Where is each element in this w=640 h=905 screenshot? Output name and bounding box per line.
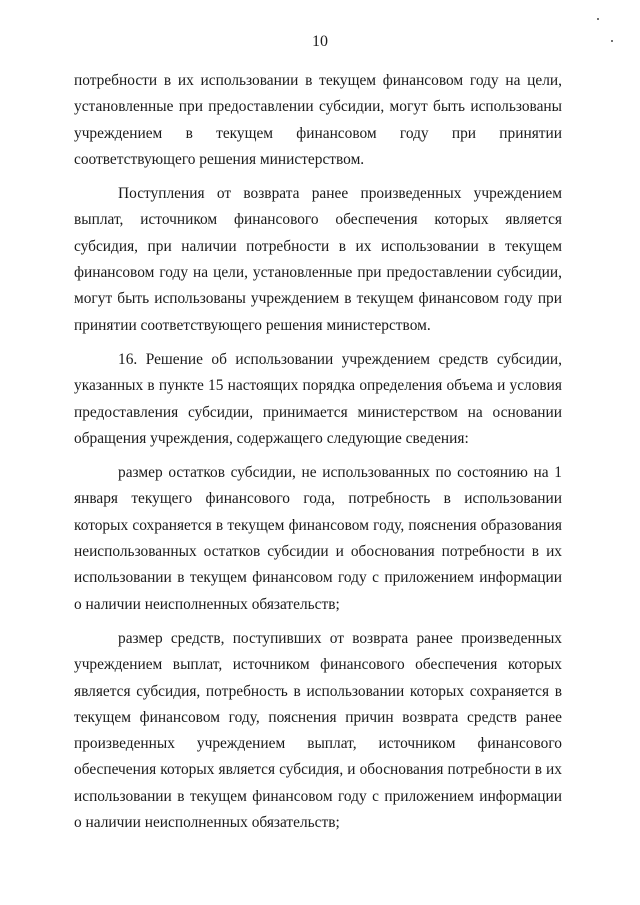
paragraph-continuation: потребности в их использовании в текущем финансовом году на цели, установленные при предоставлении субсидии, могут быть использованы учреждением в текущем финансовом году при принятии соответствующего решения министерством.: [74, 72, 562, 168]
page-number: 10: [312, 33, 328, 50]
paragraph-remaining-subsidy: размер остатков субсидии, не использованных по состоянию на 1 января текущего финансового года, потребность в использовании которых сохраняется в текущем финансовом году, пояснения образования неиспользованных остатков субсидии и обоснования потребности в их использовании в текущем финансовом году с приложением информации о наличии неисполненных обязательств;: [74, 464, 562, 613]
document-body: [74, 68, 562, 844]
scan-speck: [597, 18, 599, 20]
paragraph-refund-receipts: Поступления от возврата ранее произведенных учреждением выплат, источником финансового обеспечения которых является субсидия, при наличии потребности в их использовании в текущем финансовом году на цели, установленные при предоставлении субсидии, могут быть использованы учреждением в текущем финансовом году при принятии соответствующего решения министерством.: [74, 185, 562, 334]
paragraph-refunded-funds: размер средств, поступивших от возврата ранее произведенных учреждением выплат, источником финансового обеспечения которых является субсидия, потребность в использовании которых сохраняется в текущем финансовом году, пояснения причин возврата средств ранее произведенных учреждением выплат, источником финансового обеспечения которых является субсидия, и обоснования потребности в их использовании в текущем финансовом году с приложением информации о наличии неисполненных обязательств;: [74, 629, 562, 832]
scan-speck: [611, 40, 613, 42]
paragraph-item-16: 16. Решение об использовании учреждением средств субсидии, указанных в пункте 15 настоящих порядка определения объема и условия предоставления субсидии, принимается министерством на основании обращения учреждения, содержащего следующие сведения:: [74, 350, 562, 447]
